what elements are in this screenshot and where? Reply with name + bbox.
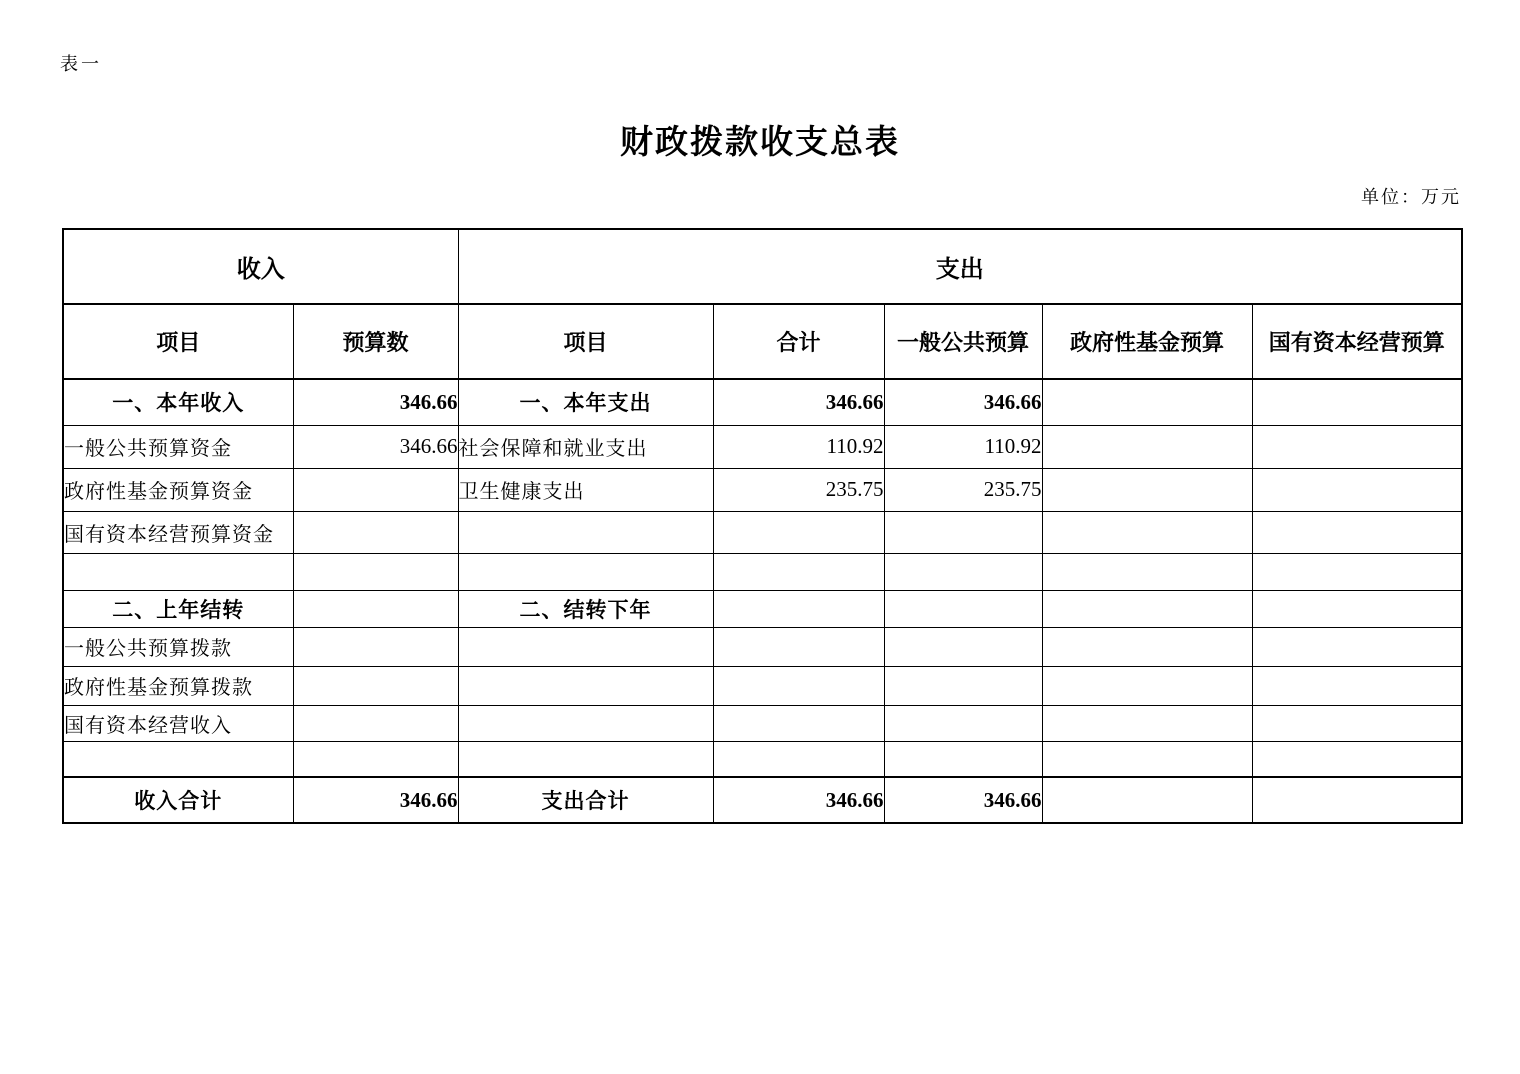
cell-expense-govfund [1042, 553, 1252, 590]
cell-expense-total: 235.75 [713, 468, 884, 511]
cell-expense-total [713, 627, 884, 666]
cell-expense-item: 支出合计 [458, 777, 713, 823]
table-row [63, 705, 1462, 741]
cell-expense-item [458, 553, 713, 590]
table-label: 表一 [60, 54, 102, 74]
cell-expense-general [884, 511, 1042, 553]
table-row [63, 627, 1462, 666]
col-header-expense-total: 合计 [713, 304, 884, 379]
cell-expense-general: 346.66 [884, 379, 1042, 425]
cell-expense-govfund [1042, 666, 1252, 705]
cell-expense-general [884, 627, 1042, 666]
expense-group-header: 支出 [458, 229, 1462, 304]
cell-expense-govfund [1042, 627, 1252, 666]
cell-expense-statecap [1252, 777, 1462, 823]
cell-expense-total: 346.66 [713, 379, 884, 425]
table-row [63, 379, 1462, 425]
cell-expense-govfund [1042, 425, 1252, 468]
cell-expense-general: 346.66 [884, 777, 1042, 823]
cell-income-item: 收入合计 [63, 777, 293, 823]
cell-expense-govfund [1042, 511, 1252, 553]
cell-expense-general [884, 553, 1042, 590]
cell-expense-general [884, 590, 1042, 627]
cell-income-item: 国有资本经营预算资金 [63, 511, 293, 553]
table-row [63, 666, 1462, 705]
cell-expense-item [458, 741, 713, 777]
table-row [63, 511, 1462, 553]
cell-expense-item [458, 511, 713, 553]
cell-expense-total: 346.66 [713, 777, 884, 823]
cell-income-budget [293, 666, 458, 705]
cell-expense-total [713, 553, 884, 590]
cell-income-budget [293, 741, 458, 777]
cell-expense-general: 235.75 [884, 468, 1042, 511]
cell-expense-item [458, 627, 713, 666]
col-header-expense-item: 项目 [458, 304, 713, 379]
cell-expense-govfund [1042, 468, 1252, 511]
cell-expense-general [884, 666, 1042, 705]
cell-income-item [63, 553, 293, 590]
col-header-expense-govfund: 政府性基金预算 [1042, 304, 1252, 379]
table-row [63, 425, 1462, 468]
cell-expense-statecap [1252, 468, 1462, 511]
cell-expense-total [713, 590, 884, 627]
cell-expense-govfund [1042, 379, 1252, 425]
budget-table [62, 228, 1463, 824]
cell-expense-general [884, 705, 1042, 741]
cell-expense-statecap [1252, 627, 1462, 666]
cell-expense-general [884, 741, 1042, 777]
column-header-row [63, 304, 1462, 379]
cell-expense-statecap [1252, 553, 1462, 590]
cell-expense-govfund [1042, 777, 1252, 823]
cell-expense-total [713, 511, 884, 553]
cell-income-budget [293, 468, 458, 511]
cell-expense-total [713, 705, 884, 741]
table-row [63, 741, 1462, 777]
cell-expense-item [458, 705, 713, 741]
cell-income-budget [293, 553, 458, 590]
cell-expense-govfund [1042, 705, 1252, 741]
cell-expense-total: 110.92 [713, 425, 884, 468]
cell-expense-statecap [1252, 511, 1462, 553]
cell-expense-total [713, 666, 884, 705]
cell-expense-statecap [1252, 425, 1462, 468]
cell-expense-statecap [1252, 705, 1462, 741]
income-group-header: 收入 [63, 229, 458, 304]
cell-expense-statecap [1252, 590, 1462, 627]
cell-expense-statecap [1252, 741, 1462, 777]
cell-expense-item: 二、结转下年 [458, 590, 713, 627]
cell-expense-govfund [1042, 590, 1252, 627]
cell-income-item: 一般公共预算资金 [63, 425, 293, 468]
col-header-income-budget: 预算数 [293, 304, 458, 379]
cell-income-item: 二、上年结转 [63, 590, 293, 627]
cell-income-budget [293, 627, 458, 666]
cell-income-item: 一般公共预算拨款 [63, 627, 293, 666]
cell-expense-govfund [1042, 741, 1252, 777]
cell-income-budget [293, 511, 458, 553]
cell-expense-general: 110.92 [884, 425, 1042, 468]
cell-expense-total [713, 741, 884, 777]
cell-income-budget [293, 590, 458, 627]
unit-note: 单位：万元 [1361, 187, 1461, 207]
col-header-income-item: 项目 [63, 304, 293, 379]
cell-expense-statecap [1252, 666, 1462, 705]
cell-income-budget: 346.66 [293, 425, 458, 468]
cell-income-budget [293, 705, 458, 741]
cell-expense-statecap [1252, 379, 1462, 425]
group-header-row [63, 229, 1462, 304]
cell-income-budget: 346.66 [293, 777, 458, 823]
col-header-expense-statecap: 国有资本经营预算 [1252, 304, 1462, 379]
cell-income-item: 政府性基金预算资金 [63, 468, 293, 511]
cell-income-item: 国有资本经营收入 [63, 705, 293, 741]
table-row [63, 468, 1462, 511]
table-row [63, 590, 1462, 627]
cell-expense-item: 一、本年支出 [458, 379, 713, 425]
cell-income-item [63, 741, 293, 777]
cell-expense-item: 卫生健康支出 [458, 468, 713, 511]
cell-expense-item [458, 666, 713, 705]
cell-income-item: 政府性基金预算拨款 [63, 666, 293, 705]
col-header-expense-general: 一般公共预算 [884, 304, 1042, 379]
cell-income-budget: 346.66 [293, 379, 458, 425]
cell-income-item: 一、本年收入 [63, 379, 293, 425]
page-title: 财政拨款收支总表 [620, 125, 900, 161]
table-row-total [63, 777, 1462, 823]
table-row [63, 553, 1462, 590]
cell-expense-item: 社会保障和就业支出 [458, 425, 713, 468]
